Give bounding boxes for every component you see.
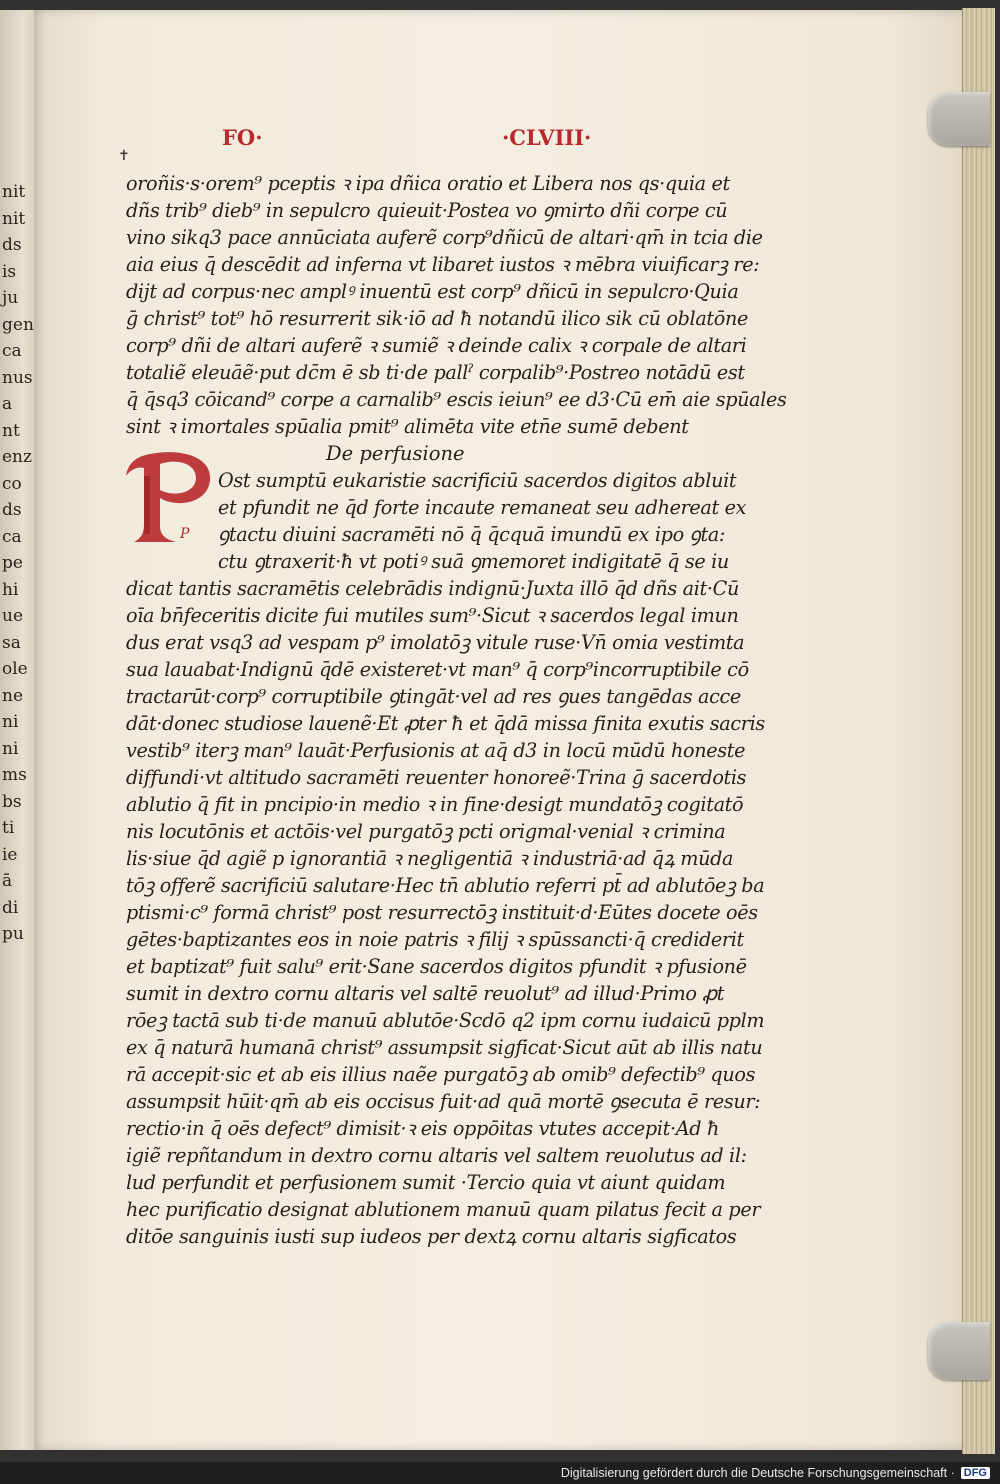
text-line: rā accepit·sic et ab eis illius naẽe purgatōꝫ ab omib⁹ defectib⁹ quos [126,1063,756,1086]
initial-letter-label: P [180,526,190,542]
text-line: corp⁹ dñi de altari auferẽ ꝛ sumiẽ ꝛ deinde calix ꝛ corpale de altari [126,334,747,357]
left-page-fragment: co [2,473,22,494]
left-page-fragment: nit [2,208,26,229]
book-clasp-top [928,92,990,146]
left-page-fragment: nus [2,367,33,388]
left-page-fragment: nt [2,420,20,441]
text-line: ditōe sanguinis iusti sup iudeos per dextꝝ cornu altaris sigficatos [126,1225,737,1248]
left-page-fragment: ue [2,606,24,626]
left-page-fragment: a [2,394,13,414]
left-page-fragment: ca [2,341,22,361]
footer-bar [0,1462,1000,1484]
folio-number: ·CLVIII· [502,125,592,150]
text-line: igiẽ repñtandum in dextro cornu altaris vel saltem reuolutus ad il: [126,1144,747,1167]
text-line: tōꝫ offerẽ sacrificiū salutare·Hec tn̄ ablutio referri pt̄ ad ablutōeꝫ ba [126,874,765,897]
section-heading: De perfusione [326,442,465,465]
text-line: lud perfundit et perfusionem sumit ·Tercio quia vt aiunt quidam [126,1171,726,1194]
left-page-fragment: ms [2,765,27,785]
folio-heading-left: FO· [222,125,263,150]
text-line: et baptizat⁹ fuit salu⁹ erit·Sane sacerdos digitos pfundit ꝛ pfusionē [126,955,747,978]
footer-credit: Digitalisierung gefördert durch die Deutsche Forschungsgemeinschaft · [560,1466,955,1480]
left-page-fragment: ca [2,526,22,547]
left-page-fragment: ti [2,818,15,838]
text-line: gētes·baptizantes eos in noie patris ꝛ filij ꝛ spūssancti·q̄ crediderit [126,928,744,951]
margin-mark: ✝ [118,148,130,164]
text-line: lis·siue q̄d agiẽ p ignorantiā ꝛ negligentiā ꝛ industriā·ad q̄ꝝ mūda [126,847,734,870]
text-line: sumit in dextro cornu altaris vel saltē reuolut⁹ ad illud·Primo ꝓt [126,982,725,1005]
text-line: oīa bn̄feceritis dicite fui mutiles sum⁹·Sicut ꝛ sacerdos legal imun [126,604,739,627]
left-page-fragment: ds [2,500,22,520]
text-line: dicat tantis sacramētis celebrādis indignū·Juxta illō q̄d dñs ait·Cū [126,577,739,600]
text-line: dñs trib⁹ dieb⁹ in sepulcro quieuit·Postea vo ꝯmirto dñi corpe cū [126,199,728,222]
text-line: vestib⁹ iterꝫ man⁹ lauāt·Perfusionis at aq̄ d3 in locū mūdū honeste [126,739,746,762]
text-line: sint ꝛ imortales spūalia pmit⁹ alimēta vite etn̄e sumē debent [126,415,689,438]
text-line: nis locutōnis et actōis·vel purgatōꝫ pcti origmal·venial ꝛ crimina [126,820,726,843]
left-page-fragment: pe [2,553,23,573]
dfg-logo: DFG [961,1467,990,1479]
text-line: ptismi·c⁹ formā christ⁹ post resurrectōꝫ instituit·d·Eūtes docete oēs [126,901,758,924]
page-edge-stack [962,8,995,1454]
left-page-fragment: ā [2,871,13,891]
left-page-fragment: ie [2,844,18,865]
text-line: sua lauabat·Indignū q̄dē existeret·vt man⁹ q̄ corp⁹incorruptibile cō [126,658,749,681]
left-page-fragment: bs [2,791,22,812]
paragraph-before [126,170,787,440]
text-line: oroñis·s·orem⁹ pceptis ꝛ ipa dñica oratio et Libera nos qs·quia et [126,172,730,195]
paragraph-de-perfusione [126,467,765,1250]
text-line: ḡ christ⁹ tot⁹ hō resurrerit sik·iō ad ħ notandū ilico sik cū oblatōne [126,307,749,330]
left-page-fragment: ole [2,659,28,679]
text-line: dijt ad corpus·nec amplꝰ inuentū est corp⁹ dñicū in sepulcro·Quia [126,280,739,303]
text-line: hec purificatio designat ablutionem manuū quam pilatus fecit a per [126,1198,761,1221]
left-page-fragment: nit [2,182,26,202]
text-line: ctu ꝯtraxerit·ħ vt potiꝰ suā ꝯmemoret indigitatē q̄ se iu [218,550,729,573]
book-clasp-bottom [928,1322,990,1380]
text-line: et pfundit ne q̄d forte incaute remaneat seu adhereat ex [218,496,747,519]
text-line: rōeꝫ tactā sub ti·de manuū ablutōe·Scdō q2 ipm cornu iudaicū pplm [126,1009,765,1032]
text-line: totaliẽ eleuāẽ·put dc̄m ē sb ti·de pallˀ corpalib⁹·Postreo notādū est [126,361,745,384]
text-line: ablutio q̄ fit in pncipio·in medio ꝛ in fine·desigt mundatōꝫ cogitatō [126,793,744,816]
text-line: diffundi·vt altitudo sacramēti reuenter honoreẽ·Trina ḡ sacerdotis [126,766,747,789]
left-page-fragment: gen [2,314,34,335]
text-line: ꝯtactu diuini sacramēti nō q̄ q̄cquā imundū ex ipo ꝯta: [218,523,726,546]
text-line: vino sikq3 pace annūciata auferẽ corp⁹dñicū de altari·qm̄ in tcia die [126,226,763,249]
text-line: q̄ q̄sq3 cōicand⁹ corpe a carnalib⁹ escis ieiun⁹ ee d3·Cū em̄ aie spūales [126,388,787,411]
left-page-fragment: sa [2,632,21,653]
text-column [126,170,787,1250]
text-line: ex q̄ naturā humanā christ⁹ assumpsit sigficat·Sicut aūt ab illis natu [126,1036,763,1059]
left-page-fragment: ne [2,685,24,706]
left-page-fragment: ni [2,712,19,732]
text-line: rectio·in q̄ oēs defect⁹ dimisit·ꝛ eis oppōitas vtutes accepit·Ad ħ [126,1117,719,1140]
left-page-fragment: ni [2,738,19,759]
text-line: Ost sumptū eukaristie sacrificiū sacerdos digitos abluit [218,469,737,492]
left-page-fragment: is [2,261,17,282]
left-page-fragment: pu [2,924,24,944]
text-line: tractarūt·corp⁹ corruptibile ꝯtingāt·vel ad res ꝯues tangēdas acce [126,685,741,708]
left-page-fragment: di [2,897,19,918]
text-line: aia eius q̄ descēdit ad inferna vt libaret iustos ꝛ mēbra viuificarꝫ re: [126,253,760,276]
left-page-fragment: enz [2,447,32,467]
text-line: dus erat vsq3 ad vespam p⁹ imolatōꝫ vitule ruse·Vn̄ omia vestimta [126,631,745,654]
text-line: assumpsit hūit·qm̄ ab eis occisus fuit·ad quā mortē ꝯsecuta ē resur: [126,1090,761,1113]
left-page-fragment: ju [2,288,19,308]
rubricated-initial-p [120,446,220,546]
text-line: dāt·donec studiose lauenẽ·Et ꝓter ħ et q̄dā missa finita exutis sacris [126,712,765,735]
left-page-fragment: ds [2,235,22,255]
left-page-fragment: hi [2,579,19,600]
